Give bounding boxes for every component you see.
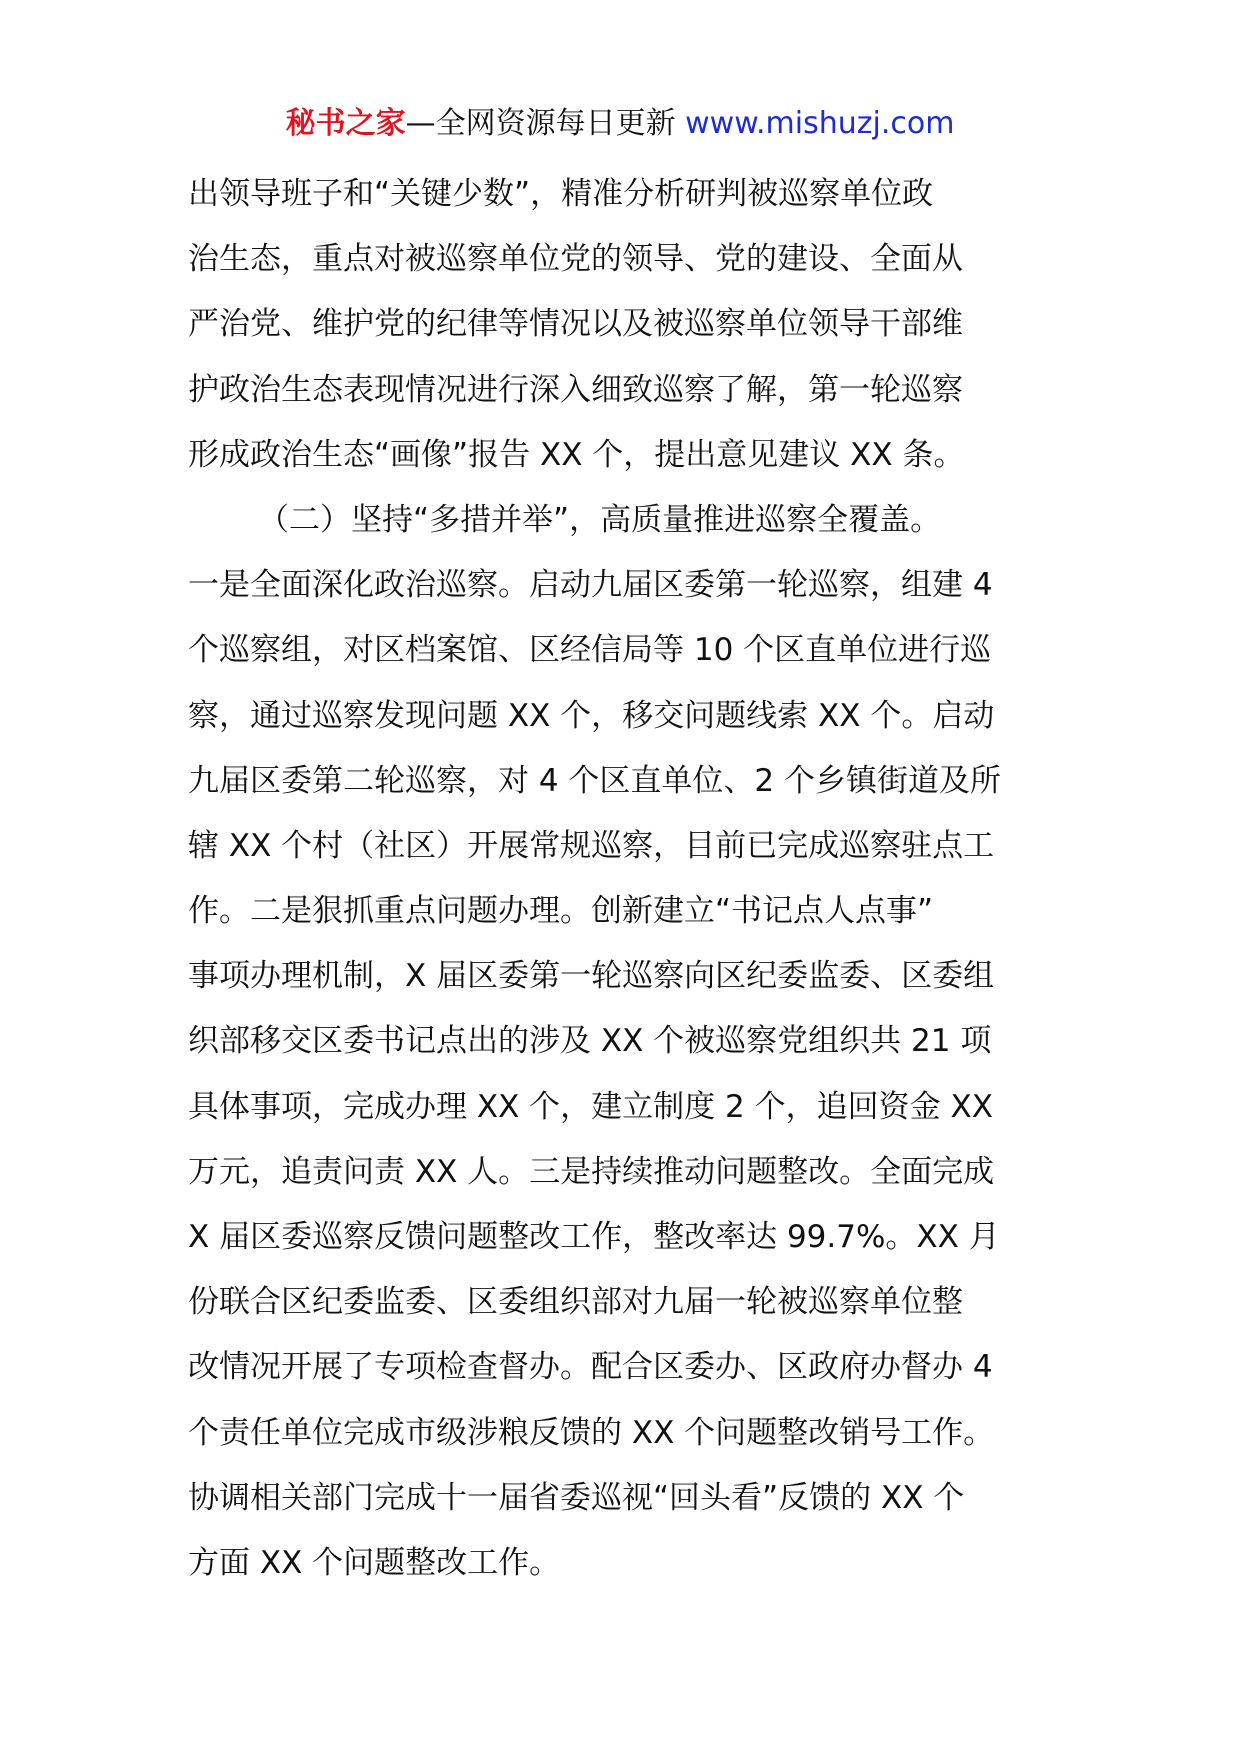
text-line: 事项办理机制，X 届区委第一轮巡察向区纪委监委、区委组 (188, 958, 995, 995)
text-line: 作。二是狠抓重点问题办理。创新建立“书记点人点事” (188, 893, 934, 930)
text-line: 个责任单位完成市级涉粮反馈的 XX 个问题整改销号工作。 (188, 1414, 995, 1451)
text-line: 份联合区纪委监委、区委组织部对九届一轮被巡察单位整 (188, 1284, 963, 1321)
text-line: 治生态，重点对被巡察单位党的领导、党的建设、全面从 (188, 241, 963, 278)
text-line: 辖 XX 个村（社区）开展常规巡察，目前已完成巡察驻点工 (188, 827, 995, 864)
text-line: 协调相关部门完成十一届省委巡视“回头看”反馈的 XX 个 (188, 1479, 965, 1516)
header-site-link[interactable]: www.mishuzj.com (685, 106, 955, 141)
text-line: 织部移交区委书记点出的涉及 XX 个被巡察党组织共 21 项 (188, 1023, 992, 1060)
text-line: 方面 XX 个问题整改工作。 (188, 1544, 561, 1581)
header-brand: 秘书之家 (285, 106, 406, 141)
text-line: 个巡察组，对区档案馆、区经信局等 10 个区直单位进行巡 (188, 632, 992, 669)
text-line: 一是全面深化政治巡察。启动九届区委第一轮巡察，组建 4 (188, 567, 993, 604)
text-line: 严治党、维护党的纪律等情况以及被巡察单位领导干部维 (188, 306, 963, 343)
text-line: 万元，追责问责 XX 人。三是持续推动问题整改。全面完成 (188, 1153, 995, 1190)
text-line: 改情况开展了专项检查督办。配合区委办、区政府办督办 4 (188, 1349, 993, 1386)
text-line: 出领导班子和“关键少数”，精准分析研判被巡察单位政 (188, 176, 934, 212)
text-line: 九届区委第二轮巡察，对 4 个区直单位、2 个乡镇街道及所 (188, 762, 1002, 799)
page-header (0, 104, 1240, 144)
header-tagline: —全网资源每日更新 (405, 106, 676, 141)
text-line: 察，通过巡察发现问题 XX 个，移交问题线索 XX 个。启动 (188, 697, 995, 734)
document-body (188, 162, 1068, 1596)
text-line: 具体事项，完成办理 XX 个，建立制度 2 个，追回资金 XX (188, 1088, 993, 1125)
text-line: X 届区委巡察反馈问题整改工作，整改率达 99.7%。XX 月 (188, 1219, 1000, 1255)
text-line: 形成政治生态“画像”报告 XX 个，提出意见建议 XX 条。 (188, 436, 965, 473)
text-line: 护政治生态表现情况进行深入细致巡察了解，第一轮巡察 (188, 371, 963, 408)
section-heading: （二）坚持“多措并举”，高质量推进巡察全覆盖。 (258, 501, 942, 538)
